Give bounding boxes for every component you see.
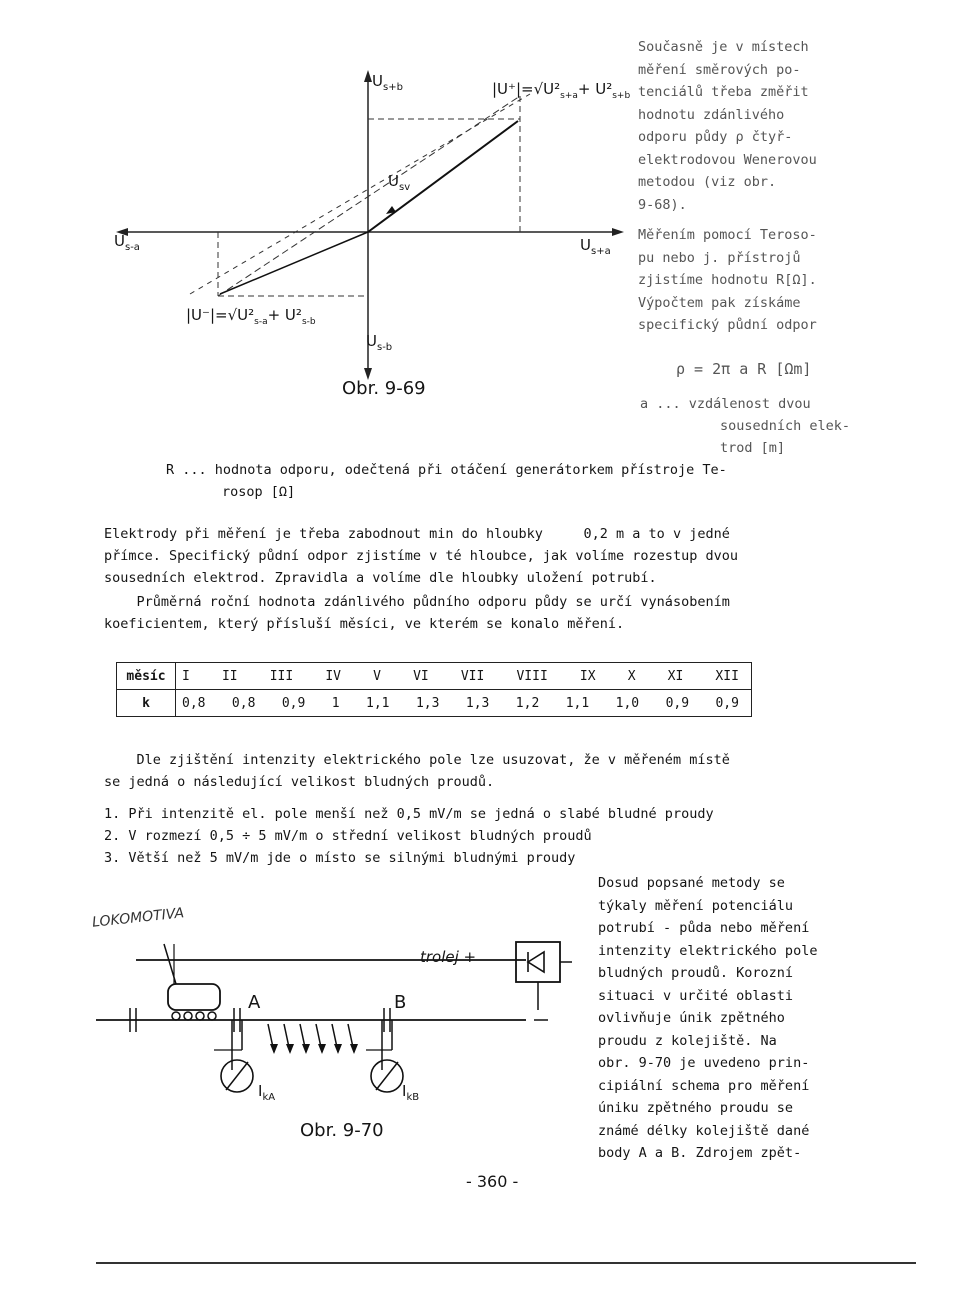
figure-9-69 — [100, 56, 640, 416]
table-cell-coefficient: 1,1 — [565, 695, 590, 711]
paragraph-1-line-5: koeficientem, který přísluší měsíci, ve kterém se konalo měření. — [104, 616, 625, 632]
table-cell-month: III — [269, 668, 294, 684]
label-current-IkA: $I_{kA}$ — [258, 1082, 276, 1103]
right-column-1-line: elektrodovou Wenerovou — [638, 151, 817, 168]
right-column-1-line: tenciálů třeba změřit — [638, 84, 809, 100]
table-cell-month: XII — [715, 668, 739, 684]
table-months — [176, 663, 752, 690]
table-cell-coefficient: 0,9 — [715, 695, 739, 711]
label-us-plus-a: $U_{s+a}$ — [580, 236, 611, 257]
table-cell-month: IX — [579, 668, 596, 684]
label-us-minus-a: $U_{s-a}$ — [114, 232, 140, 253]
table-cell-coefficient: 0,9 — [281, 695, 306, 711]
definition-R-line-2: rosop [Ω] — [222, 484, 296, 500]
list-item: 2. V rozmezí 0,5 ÷ 5 mV/m o střední velikost bludných proudů — [104, 828, 592, 844]
right-column-3-line: známé délky kolejiště dané — [598, 1122, 810, 1139]
right-column-2-line: Měřením pomocí Teroso- — [638, 227, 817, 243]
label-current-IkB: $I_{kB}$ — [402, 1082, 420, 1103]
definition-a-line-3: trod [m] — [720, 440, 786, 456]
table-cell-month: X — [627, 668, 636, 684]
table-head-k: k — [117, 690, 176, 717]
right-column-2-line: pu nebo j. přístrojů — [638, 249, 801, 266]
right-column-3-line: ovlivňuje únik zpětného — [598, 1010, 785, 1026]
right-column-1-line: Současně je v místech — [638, 39, 809, 55]
right-column-text-2 — [638, 224, 938, 337]
table-cell-month: V — [373, 668, 381, 684]
table-cell-coefficient: 0,8 — [231, 695, 256, 711]
label-us-minus-b: $U_{s-b}$ — [366, 332, 393, 353]
coefficient-table — [116, 662, 752, 717]
page-number: - 360 - — [466, 1172, 519, 1191]
right-column-3-line: situaci v určité oblasti — [598, 987, 794, 1004]
definition-a-line-2: sousedních elek- — [720, 418, 851, 434]
table-cell-coefficient: 0,9 — [665, 695, 690, 711]
right-column-text-3 — [598, 872, 858, 1165]
right-column-3-line: úniku zpětného proudu se — [598, 1100, 794, 1116]
right-column-text-1 — [638, 36, 938, 216]
table-cell-coefficient: 1,0 — [615, 695, 640, 711]
table-row — [117, 663, 752, 690]
table-cell-month: XI — [667, 668, 684, 684]
list-item: 1. Při intenzitě el. pole menší než 0,5 mV/m se jedná o slabé bludné proudy — [104, 806, 714, 822]
right-column-3-line: obr. 9-70 je uvedeno prin- — [598, 1055, 810, 1071]
bottom-rule — [96, 1262, 916, 1264]
formula-rho: ρ = 2π a R [Ωm] — [676, 360, 812, 378]
table-cell-coefficient: 1,3 — [415, 695, 440, 711]
handwritten-scribble: LOKOMOTIVA — [91, 905, 185, 931]
label-us-plus-b: $U_{s+b}$ — [372, 72, 403, 93]
right-column-1-line: měření směrových po- — [638, 61, 801, 78]
table-cell-coefficient: 1 — [331, 695, 340, 711]
table-cell-month: IV — [325, 668, 341, 684]
table-cell-month: VI — [413, 668, 429, 684]
right-column-1-line: hodnotu zdánlivého — [638, 106, 785, 123]
right-column-3-line: body A a B. Zdrojem zpět- — [598, 1145, 802, 1161]
right-column-3-line: potrubí - půda nebo měření — [598, 920, 810, 936]
right-column-2-line: zjistíme hodnotu R[Ω]. — [638, 272, 817, 288]
table-cell-coefficient: 0,8 — [182, 695, 206, 711]
paragraph-1-line-4: Průměrná roční hodnota zdánlivého půdního odporu půdy se určí vynásobením — [104, 594, 730, 610]
right-column-3-line: cipiální schema pro měření — [598, 1077, 810, 1094]
figure-9-69-caption: Obr. 9-69 — [342, 378, 426, 399]
paragraph-1-line-3: sousedních elektrod. Zpravidla a volíme dle hloubky uložení potrubí. — [104, 570, 657, 586]
table-cell-month: I — [182, 668, 190, 684]
right-column-1-line: 9-68). — [638, 196, 687, 213]
right-column-3-line: bludných proudů. Korozní — [598, 965, 794, 981]
right-column-2-line: Výpočtem pak získáme — [638, 294, 801, 311]
right-column-3-line: Dosud popsané metody se — [598, 875, 785, 891]
paragraph-2-line-1: Dle zjištění intenzity elektrického pole lze usuzovat, že v měřeném místě — [104, 752, 730, 768]
paragraph-1-line-2: přímce. Specifický půdní odpor zjistíme v té hloubce, jak volíme rozestup dvou — [104, 548, 738, 564]
formula-u-minus: $|U^-|=√U^2_{s-a}+ U^2_{s-b}$ — [186, 306, 316, 327]
figure-9-70-circuit — [96, 900, 596, 1110]
table-head-month: měsíc — [117, 663, 176, 690]
table-coefficients — [176, 690, 752, 717]
table-cell-month: VII — [460, 668, 485, 684]
label-trolej: trolej + — [420, 948, 477, 966]
table-cell-month: VIII — [516, 668, 548, 684]
paragraph-1-line-1: Elektrody při měření je třeba zabodnout min do hloubky 0,2 m a to v jedné — [104, 526, 730, 542]
right-column-1-line: odporu půdy ρ čtyř- — [638, 129, 793, 145]
definition-a-line-1: a ... vzdálenost dvou — [640, 396, 811, 412]
paragraph-2-line-2: se jedná o následující velikost bludných proudů. — [104, 774, 495, 790]
table-cell-coefficient: 1,1 — [366, 695, 390, 711]
table-cell-coefficient: 1,2 — [515, 695, 540, 711]
table-row — [117, 690, 752, 717]
right-column-3-line: týkaly měření potenciálu — [598, 897, 794, 914]
label-point-A: A — [248, 992, 261, 1013]
right-column-3-line: intenzity elektrického pole — [598, 942, 818, 959]
list-item: 3. Větší než 5 mV/m jde o místo se silnými bludnými proudy — [104, 850, 576, 866]
label-usv: $U_{sv}$ — [388, 172, 411, 193]
table-cell-coefficient: 1,3 — [465, 695, 490, 711]
right-column-3-line: proudu z kolejiště. Na — [598, 1032, 777, 1049]
formula-u-plus: $|U^+|=√U^2_{s+a}+ U^2_{s+b}$ — [492, 80, 631, 101]
figure-9-70-caption: Obr. 9-70 — [300, 1120, 384, 1141]
definition-R-line-1: R ... hodnota odporu, odečtená při otáčení generátorkem přístroje Te- — [166, 462, 727, 478]
table-cell-month: II — [221, 668, 238, 684]
right-column-1-line: metodou (viz obr. — [638, 174, 777, 190]
label-point-B: B — [394, 992, 407, 1013]
right-column-2-line: specifický půdní odpor — [638, 317, 817, 333]
